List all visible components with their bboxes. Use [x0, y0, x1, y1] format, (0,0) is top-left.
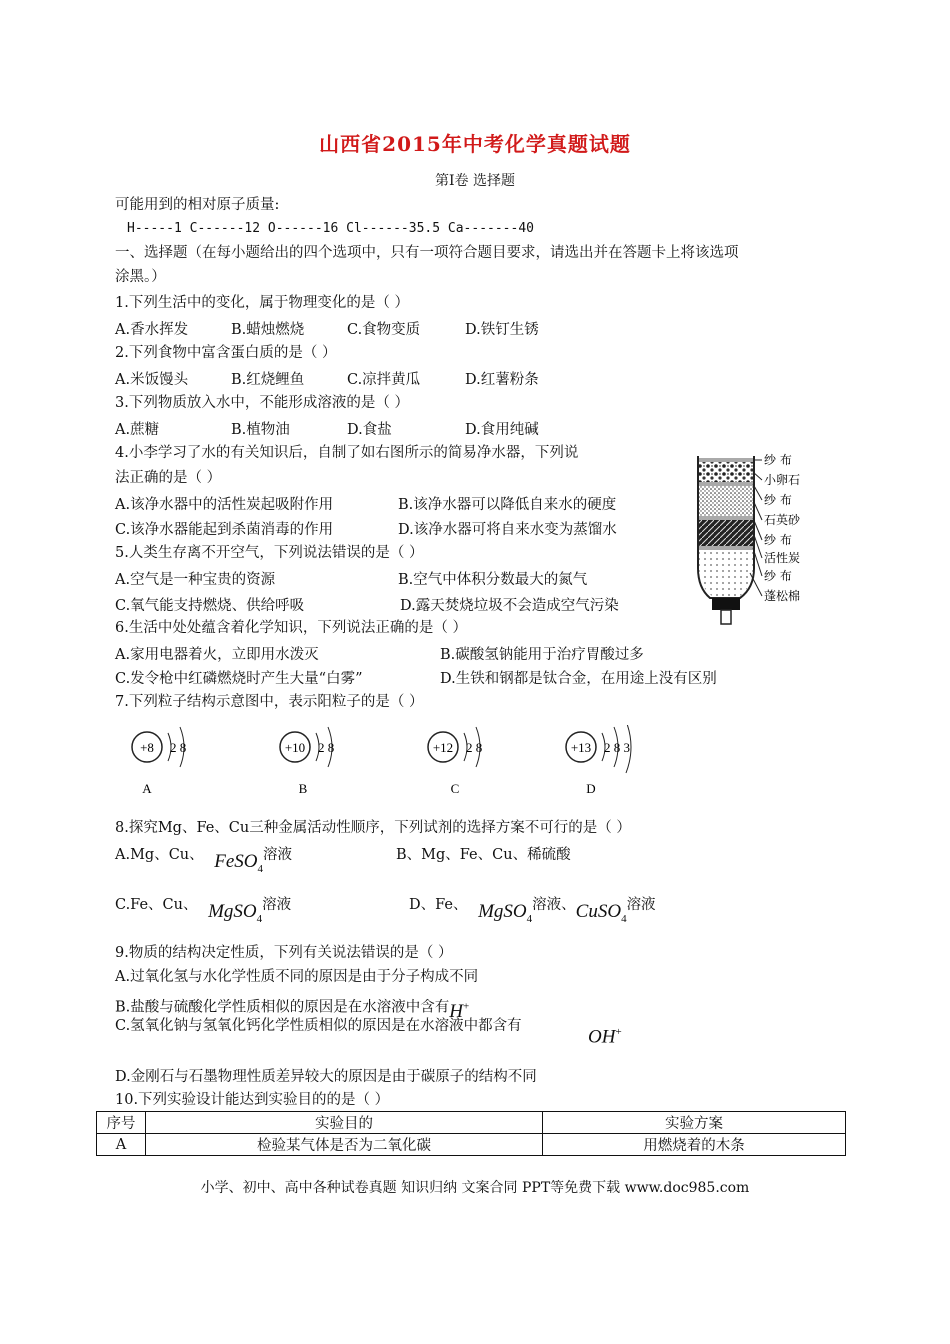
q8-option-d: [409, 893, 656, 925]
section-instruction-cont: 涂黑。）: [115, 269, 166, 285]
q5-option-a: A.空气是一种宝贵的资源: [115, 572, 276, 588]
question-8-stem: 8.探究Mg、Fe、Cu三种金属活动性顺序，下列试剂的选择方案不可行的是（ ）: [115, 820, 631, 836]
atom-diagram-c: [424, 725, 504, 800]
table-cell-purpose: 检验某气体是否为二氧化碳: [146, 1134, 543, 1156]
water-purifier-figure: [690, 448, 840, 658]
purifier-label-cotton: 蓬松棉: [764, 589, 801, 603]
formula-mgso4-main: MgSO: [208, 901, 257, 922]
q2-option-a: A.米饭馒头: [115, 372, 189, 388]
atom-c-shells: 2 8: [466, 740, 483, 755]
purifier-label-activated-carbon: 活性炭: [764, 551, 801, 565]
q8-option-c: [115, 893, 292, 925]
q9-option-c: [115, 1016, 522, 1036]
question-6-stem: 6.生活中处处蕴含着化学知识，下列说法正确的是（ ）: [115, 620, 467, 636]
q8-option-c-suffix: 溶液: [262, 897, 292, 913]
q6-option-b: B.碳酸氢钠能用于治疗胃酸过多: [440, 647, 644, 663]
q9-option-a: A.过氧化氢与水化学性质不同的原因是由于分子构成不同: [115, 969, 479, 985]
q9-option-c-text: C.氢氧化钠与氢氧化钙化学性质相似的原因是在水溶液中都含有: [115, 1018, 522, 1034]
q8-option-d-suffix: 溶液: [626, 897, 656, 913]
atom-d-label: D: [586, 781, 596, 796]
purifier-label-gauze-3: 纱 布: [764, 533, 792, 547]
atomic-mass-heading: 可能用到的相对原子质量:: [115, 197, 280, 213]
water-purifier-diagram: [690, 448, 840, 658]
atom-b-label: B: [298, 781, 308, 796]
formula-feso4-sub: 4: [257, 862, 264, 875]
ion-h-symbol: H: [449, 1001, 463, 1023]
q3-option-b: B.植物油: [231, 422, 290, 438]
formula-cuso4: [575, 901, 627, 925]
atom-a-label: A: [142, 781, 152, 796]
q4-option-c: C.该净水器能起到杀菌消毒的作用: [115, 522, 334, 538]
formula-mgso4-sub: 4: [256, 912, 263, 925]
q8-option-a: [115, 843, 293, 875]
q8-option-d-mid: 溶液、: [532, 897, 576, 913]
formula-mgso4-d: [478, 901, 533, 925]
purifier-label-pebbles: 小卵石: [764, 473, 801, 487]
question-2-stem: 2.下列食物中富含蛋白质的是（ ）: [115, 345, 337, 361]
q8-option-a-prefix: A.Mg、Cu、: [115, 847, 204, 863]
purifier-label-gauze-2: 纱 布: [764, 493, 792, 507]
q1-option-d: D.铁钉生锈: [465, 322, 539, 338]
question-7-stem: 7.下列粒子结构示意图中，表示阳粒子的是（ ）: [115, 694, 424, 710]
q3-option-d: D.食用纯碱: [465, 422, 539, 438]
table-cell-method: 用燃烧着的木条: [543, 1134, 846, 1156]
purifier-label-quartz-sand: 石英砂: [764, 513, 801, 527]
q5-option-c: C.氧气能支持燃烧、供给呼吸: [115, 598, 305, 614]
question-4-stem-cont: 法正确的是（ ）: [115, 470, 222, 486]
q8-option-d-prefix: D、Fe、: [409, 897, 468, 913]
table-header-method: 实验方案: [543, 1112, 846, 1134]
table-header-purpose: 实验目的: [146, 1112, 543, 1134]
q6-option-a: A.家用电器着火，立即用水泼灭: [115, 647, 319, 663]
atom-diagram-a: [128, 725, 208, 800]
q1-option-a: A.香水挥发: [115, 322, 189, 338]
table-header-row: [97, 1112, 846, 1134]
q5-option-d: D.露天焚烧垃圾不会造成空气污染: [400, 598, 619, 614]
atom-c-nucleus: +12: [432, 740, 454, 755]
q8-option-b: B、Mg、Fe、Cu、稀硫酸: [396, 847, 571, 863]
ion-oh: [588, 1026, 622, 1048]
q8-option-a-suffix: 溶液: [263, 847, 293, 863]
q4-option-a: A.该净水器中的活性炭起吸附作用: [115, 497, 334, 513]
atom-a-nucleus: +8: [140, 740, 154, 755]
ion-oh-charge: +: [615, 1026, 622, 1038]
q2-option-c: C.凉拌黄瓜: [347, 372, 421, 388]
atom-c-label: C: [450, 781, 460, 796]
q9-option-d: D.金刚石与石墨物理性质差异较大的原因是由于碳原子的结构不同: [115, 1069, 537, 1085]
q4-option-d: D.该净水器可将自来水变为蒸馏水: [398, 522, 617, 538]
q1-option-c: C.食物变质: [347, 322, 421, 338]
section-instruction: 一、选择题（在每小题给出的四个选项中，只有一项符合题目要求，请选出并在答题卡上将该选项: [115, 245, 739, 261]
question-3-stem: 3.下列物质放入水中，不能形成溶液的是（ ）: [115, 395, 409, 411]
atom-diagram-d: [562, 725, 652, 800]
formula-mgso4-d-main: MgSO: [478, 901, 527, 922]
q2-option-d: D.红薯粉条: [465, 372, 539, 388]
q3-option-a: A.蔗糖: [115, 422, 160, 438]
formula-cuso4-main: CuSO: [575, 901, 622, 922]
section-subtitle: 第Ⅰ卷 选择题: [435, 173, 515, 189]
q3-option-c: D.食盐: [347, 422, 392, 438]
formula-mgso4-d-sub: 4: [526, 912, 533, 925]
q5-option-b: B.空气中体积分数最大的氮气: [398, 572, 588, 588]
q9-option-b-text: B.盐酸与硫酸化学性质相似的原因是在水溶液中含有: [115, 999, 450, 1016]
page-footer: 小学、初中、高中各种试卷真题 知识归纳 文案合同 PPT等免费下载 www.doc985.com: [200, 1180, 750, 1196]
formula-feso4-main: FeSO: [214, 851, 258, 872]
atom-b-nucleus: +10: [284, 740, 306, 755]
formula-cuso4-sub: 4: [621, 912, 627, 925]
q6-option-d: D.生铁和钢都是钛合金，在用途上没有区别: [440, 671, 717, 687]
purifier-label-gauze-1: 纱 布: [764, 453, 792, 467]
atom-a-shells: 2 8: [170, 740, 187, 755]
atom-d-nucleus: +13: [570, 740, 592, 755]
ion-h-charge: +: [463, 1001, 470, 1013]
question-10-stem: 10.下列实验设计能达到实验目的的是（ ）: [115, 1092, 390, 1108]
atom-d-shells: 2 8 3: [604, 740, 630, 755]
q10-table: [96, 1111, 846, 1156]
question-1-stem: 1.下列生活中的变化，属于物理变化的是（ ）: [115, 295, 409, 311]
q9-option-b: [115, 991, 470, 1023]
formula-mgso4: [208, 901, 263, 925]
purifier-label-gauze-4: 纱 布: [764, 569, 792, 583]
question-4-stem: 4.小李学习了水的有关知识后，自制了如右图所示的简易净水器，下列说: [115, 445, 579, 461]
q4-option-b: B.该净水器可以降低自来水的硬度: [398, 497, 617, 513]
table-cell-number: A: [97, 1134, 146, 1156]
table-row: [97, 1134, 846, 1156]
q2-option-b: B.红烧鲤鱼: [231, 372, 305, 388]
atom-diagram-b: [276, 725, 356, 800]
q6-option-c: C.发令枪中红磷燃烧时产生大量“白雾”: [115, 671, 363, 687]
formula-feso4: [214, 851, 264, 875]
table-header-number: 序号: [97, 1112, 146, 1134]
ion-oh-symbol: OH: [588, 1026, 616, 1048]
question-9-stem: 9.物质的结构决定性质，下列有关说法错误的是（ ）: [115, 945, 453, 961]
atomic-mass-list: H-----1 C------12 O------16 Cl------35.5 Ca-------40: [127, 221, 534, 236]
atom-b-shells: 2 8: [318, 740, 335, 755]
q8-option-c-prefix: C.Fe、Cu、: [115, 897, 198, 913]
q1-option-b: B.蜡烛燃烧: [231, 322, 305, 338]
question-5-stem: 5.人类生存离不开空气，下列说法错误的是（ ）: [115, 545, 424, 561]
page-title: 山西省2015年中考化学真题试题: [319, 132, 631, 156]
